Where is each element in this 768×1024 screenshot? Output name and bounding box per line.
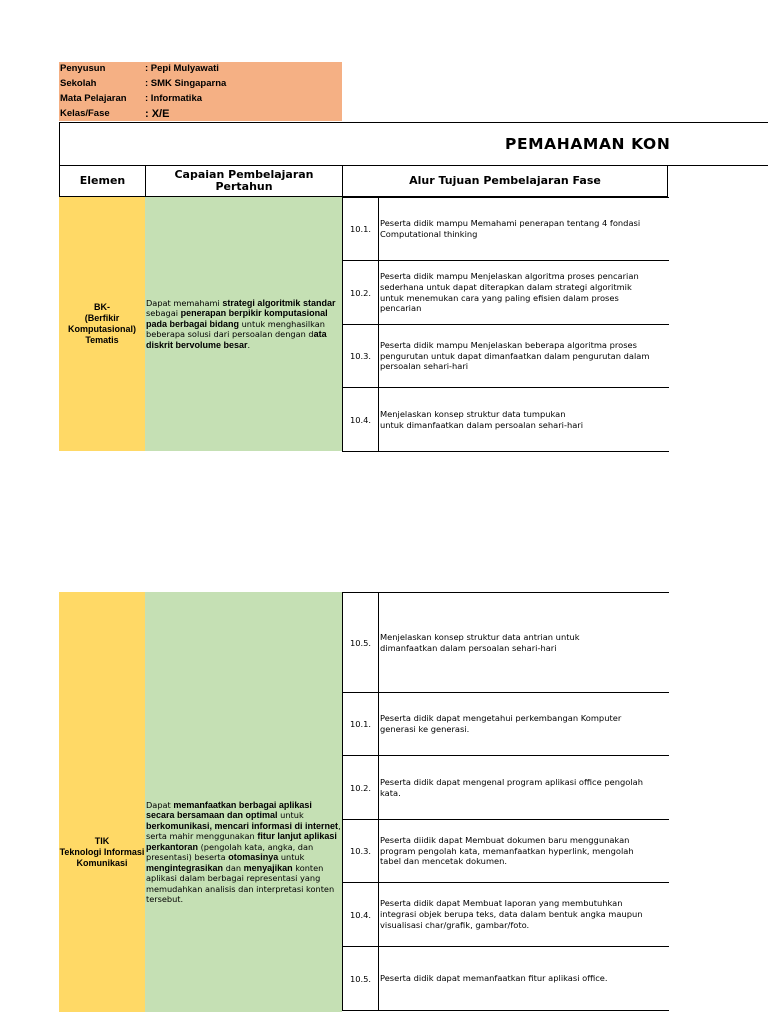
capaian-emphasis: strategi algoritmik standar [222, 297, 336, 308]
elemen-cell-bk-continued [59, 592, 145, 692]
alur-text-content: Menjelaskan konsep struktur data antrian untuk dimanfaatkan dalam persoalan sehari-hari [380, 631, 580, 653]
alur-text [379, 325, 669, 387]
capaian-fragment: Dapat [146, 799, 174, 810]
alur-row [342, 692, 669, 756]
alur-number: 10.3. [343, 325, 379, 387]
alur-row [342, 946, 669, 1011]
alur-number: 10.4. [343, 883, 379, 946]
capaian-fragment: konten aplikasi dalam berbagai representasi yang memudahkan analisis dan interpretasi konten tersebut. [146, 862, 335, 904]
alur-row [342, 197, 669, 261]
meta-label: Penyusun [60, 63, 106, 74]
alur-number: 10.5. [343, 593, 379, 692]
meta-value: : SMK Singaparna [145, 78, 227, 89]
alur-list-tik [342, 692, 668, 1012]
page-title: PEMAHAMAN KON [505, 135, 671, 153]
header-alur: Alur Tujuan Pembelajaran Fase [342, 165, 668, 197]
alur-row [342, 387, 669, 452]
alur-number: 10.2. [343, 261, 379, 324]
alur-number: 10.1. [343, 198, 379, 260]
capaian-fragment: untuk menghasilkan beberapa solusi dari persoalan dengan d [146, 318, 325, 340]
alur-text [379, 198, 669, 260]
capaian-emphasis: ata diskrit bervolume besar [146, 329, 327, 350]
meta-label: Sekolah [60, 78, 97, 89]
capaian-text [146, 298, 341, 351]
alur-list-bk [342, 197, 668, 452]
alur-text-content: Peserta didik mampu Memahami penerapan tentang 4 fondasi Computational thinking [380, 218, 641, 239]
capaian-cell-tik [145, 692, 342, 1012]
alur-text-content: Peserta didik dapat memanfaatkan fitur aplikasi office. [380, 973, 608, 984]
capaian-fragment: sebagai [146, 308, 181, 319]
alur-row [342, 592, 669, 693]
capaian-emphasis: mengintegrasikan [146, 862, 224, 873]
header-capaian: Capaian Pembelajaran Pertahun [145, 165, 343, 197]
alur-text [379, 593, 669, 692]
alur-text [379, 947, 669, 1010]
capaian-fragment: , serta mahir menggunakan [146, 820, 341, 841]
capaian-cell-bk-continued [145, 592, 342, 692]
alur-list-bk-continued [342, 592, 668, 692]
meta-value: : Pepi Mulyawati [145, 63, 219, 74]
alur-number: 10.1. [343, 693, 379, 755]
header-elemen: Elemen [59, 165, 146, 197]
alur-text [379, 261, 669, 324]
alur-text-content: Peserta didik dapat mengenal program aplikasi office pengolah kata. [380, 776, 643, 798]
alur-number: 10.3. [343, 820, 379, 882]
alur-text [379, 820, 669, 882]
alur-text-content: Peserta didik mampu Menjelaskan beberapa algoritma proses pengurutan untuk dapat dimanfaatkan dalam pengurutan dalam persoalan sehari-hari [380, 339, 650, 372]
alur-text [379, 693, 669, 755]
capaian-emphasis: memanfaatkan berbagai aplikasi secara bersamaan dan optimal [146, 799, 312, 820]
capaian-text [146, 800, 341, 905]
capaian-emphasis: menyajikan [243, 862, 293, 873]
elemen-cell-bk: BK- (Berfikir Komputasional) Tematis [59, 197, 145, 451]
alur-row [342, 755, 669, 820]
document-meta-block [59, 62, 342, 121]
capaian-fragment: . [247, 339, 251, 350]
capaian-fragment: dan [223, 862, 244, 873]
meta-value: : Informatika [145, 93, 203, 104]
capaian-emphasis: fitur lanjut aplikasi perkantoran [146, 831, 337, 852]
elemen-cell-tik: TIK Teknologi Informasi Komunikasi [59, 692, 145, 1012]
alur-text [379, 883, 669, 946]
alur-number: 10.4. [343, 388, 379, 451]
alur-number: 10.2. [343, 756, 379, 819]
alur-text-content: Peserta didik mampu Menjelaskan algoritma proses pencarian sederhana untuk dapat diterapkan dalam strategi algoritmik untuk menemukan cara yang paling efisien dalam proses pencarian [380, 270, 639, 314]
alur-text [379, 756, 669, 819]
alur-number: 10.5. [343, 947, 379, 1010]
alur-text-content: Peserta diidik dapat Membuat dokumen baru menggunakan program pengolah kata, memanfaatkan hyperlink, mengolah tabel dan mencetak dokumen. [380, 834, 634, 867]
capaian-emphasis: otomasinya [228, 852, 279, 862]
meta-label: Mata Pelajaran [60, 93, 127, 104]
capaian-fragment: Dapat memahami [146, 297, 223, 308]
capaian-fragment: (pengolah kata, angka, dan presentasi) beserta [146, 841, 314, 862]
alur-text [379, 388, 669, 451]
alur-row [342, 260, 669, 325]
alur-row [342, 819, 669, 883]
capaian-fragment: untuk [277, 810, 304, 820]
alur-row [342, 324, 669, 388]
alur-text-content: Peserta didik dapat mengetahui perkembangan Komputer generasi ke generasi. [380, 713, 622, 734]
alur-text-content: Menjelaskan konsep struktur data tumpukan untuk dimanfaatkan dalam persoalan sehari-hari [380, 408, 583, 430]
alur-text-content: Peserta didik dapat Membuat laporan yang membutuhkan integrasi objek berupa teks, data dalam bentuk angka maupun visualisasi char/grafik, gambar/foto. [380, 898, 643, 930]
title-banner [59, 122, 768, 166]
capaian-emphasis: berkomunikasi, mencari informasi di internet [146, 820, 339, 831]
capaian-fragment: untuk [278, 852, 305, 862]
capaian-emphasis: penerapan berpikir komputasional pada berbagai bidang [146, 308, 328, 329]
capaian-cell-bk [145, 197, 342, 451]
meta-value: : X/E [145, 108, 170, 120]
meta-label: Kelas/Fase [60, 108, 110, 119]
alur-row [342, 882, 669, 947]
